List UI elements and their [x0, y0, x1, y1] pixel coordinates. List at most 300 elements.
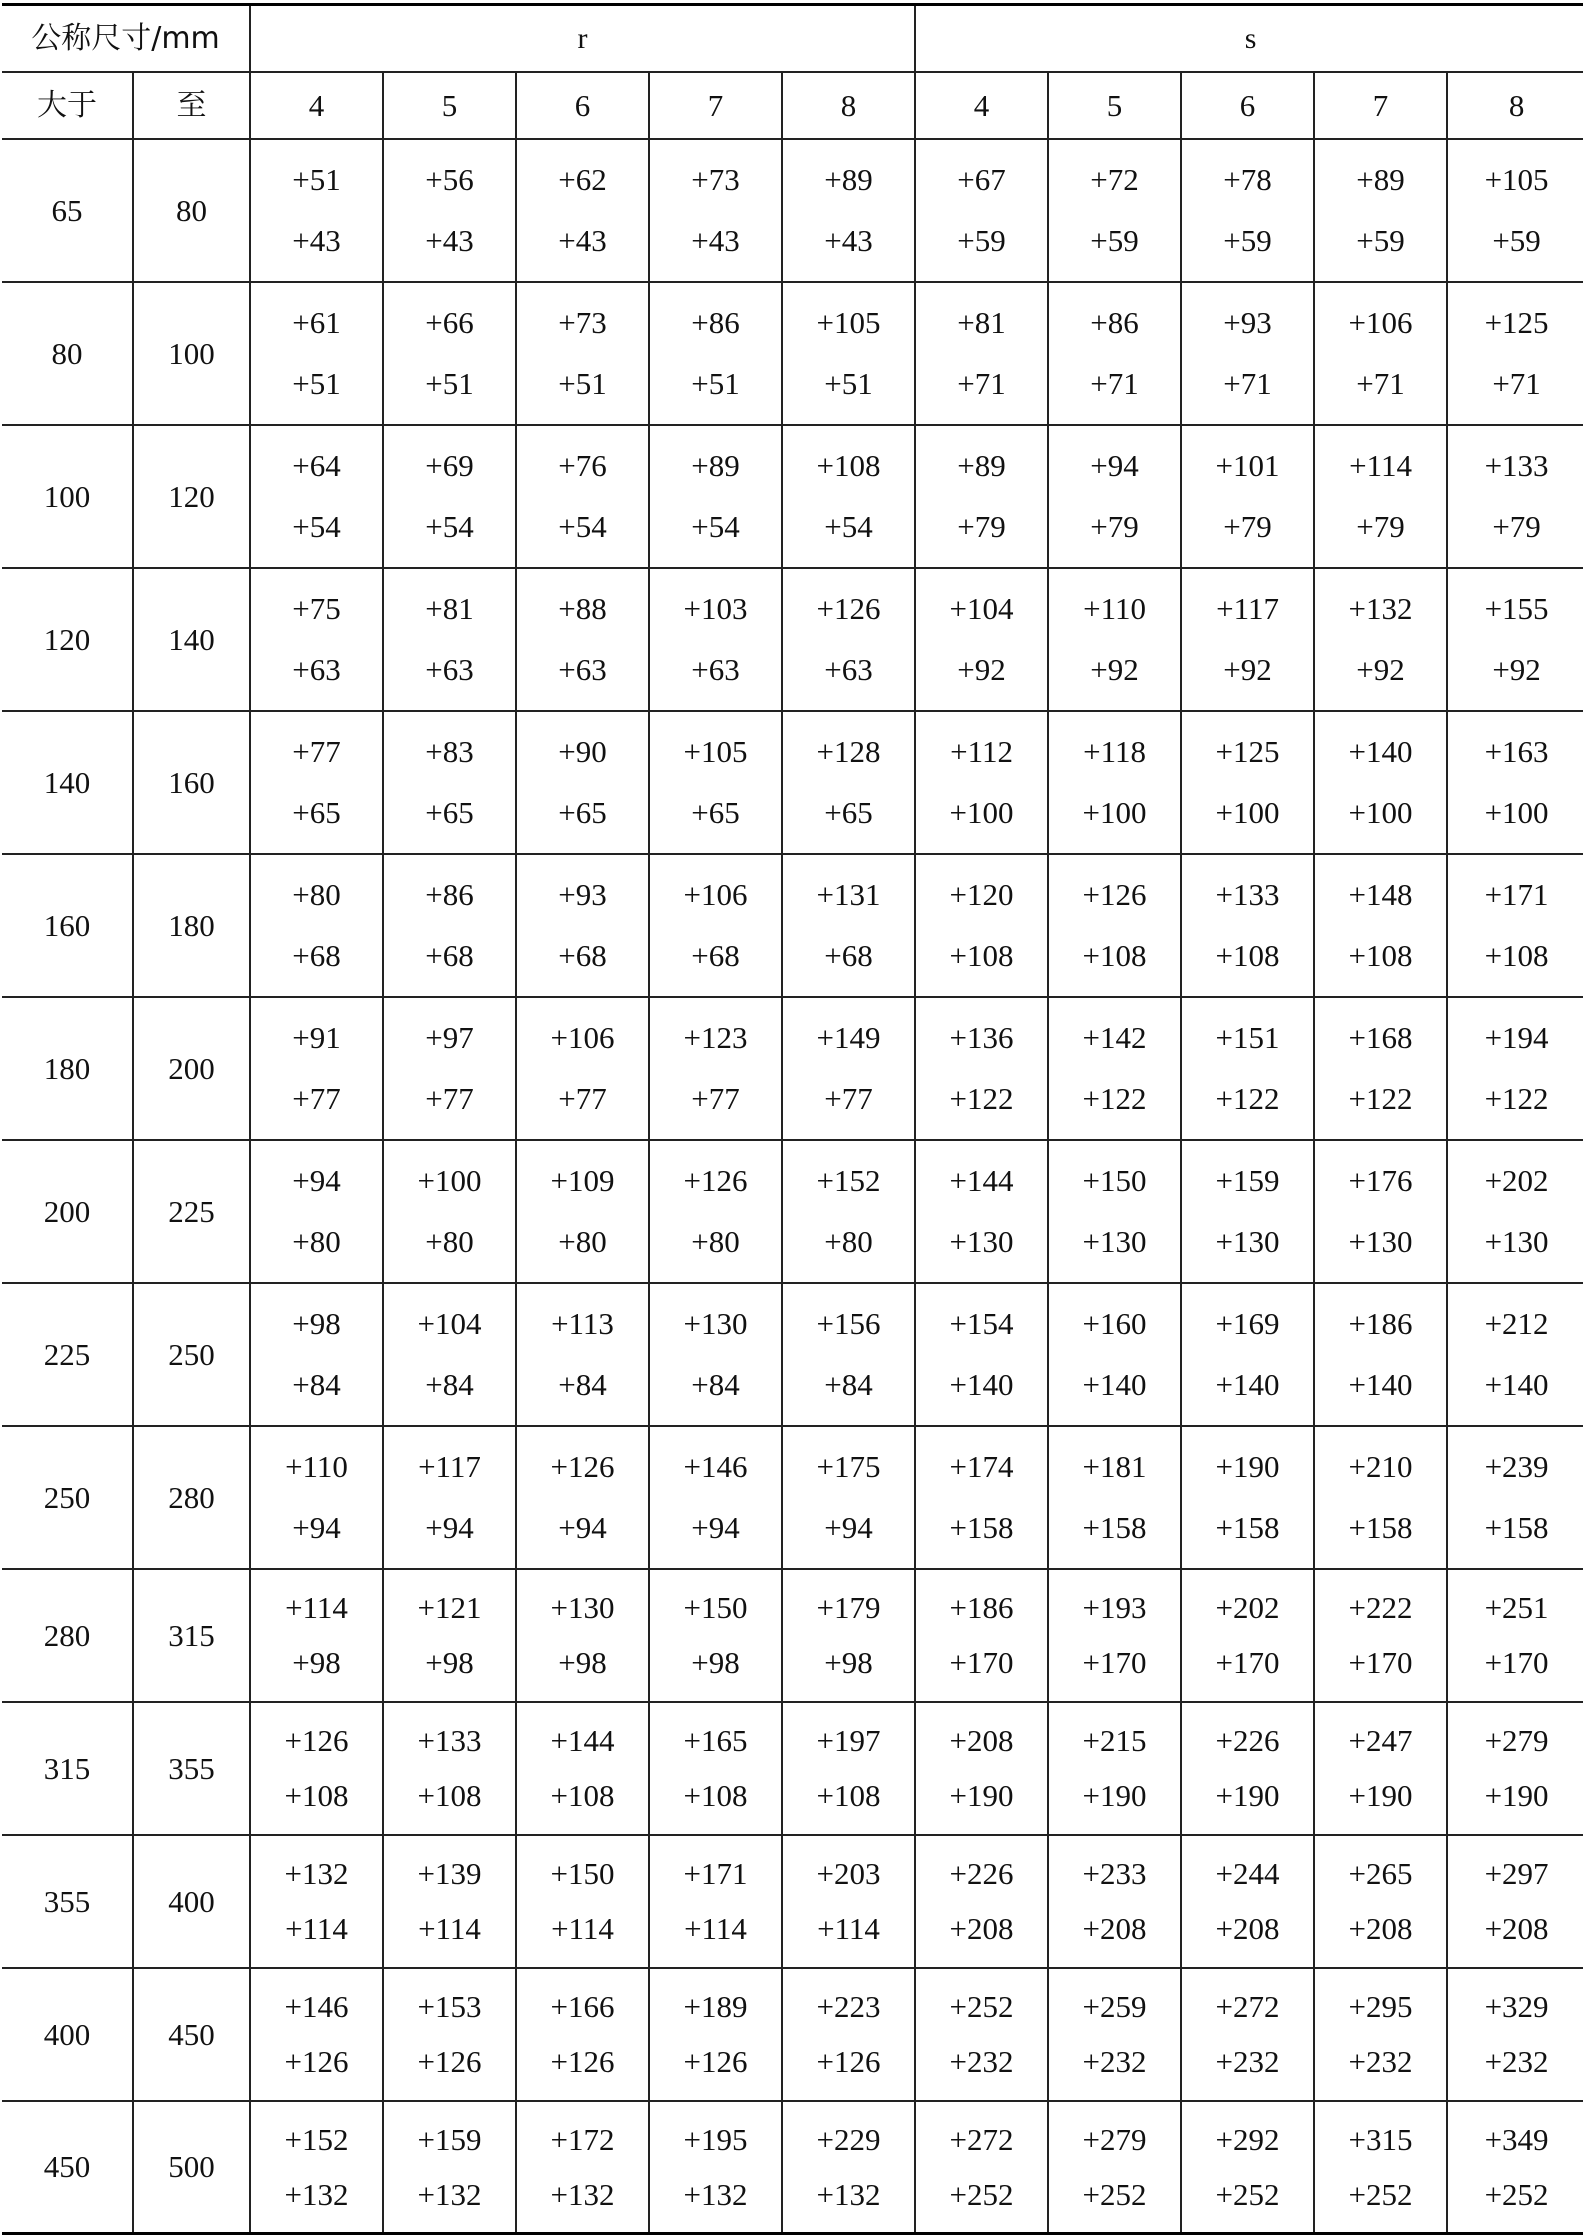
upper-deviation: +121	[417, 1589, 482, 1625]
upper-deviation: +75	[292, 591, 341, 627]
lower-deviation: +126	[683, 2044, 748, 2080]
deviation-stack	[1315, 1437, 1446, 1558]
size-from-cell: 315	[2, 1702, 133, 1835]
deviation-cell	[1447, 1426, 1583, 1569]
size-header-label: 公称尺寸/mm	[31, 21, 220, 57]
deviation-stack	[517, 150, 648, 271]
lower-deviation: +77	[691, 1080, 740, 1116]
lower-deviation: +98	[558, 1645, 607, 1681]
deviation-stack	[1315, 1008, 1446, 1129]
deviation-cell	[1314, 711, 1447, 854]
deviation-cell	[383, 1140, 516, 1283]
upper-deviation: +73	[691, 162, 740, 198]
upper-deviation: +110	[285, 1449, 348, 1485]
deviation-cell	[1447, 1702, 1583, 1835]
size-to-cell: 250	[133, 1283, 250, 1426]
deviation-stack	[384, 1979, 515, 2090]
from-header-label: 大于	[37, 88, 97, 123]
deviation-cell	[1447, 1140, 1583, 1283]
deviation-stack	[1049, 150, 1180, 271]
deviation-stack	[1315, 579, 1446, 700]
deviation-cell	[915, 1702, 1048, 1835]
lower-deviation: +80	[425, 1223, 474, 1259]
deviation-stack	[1448, 436, 1583, 557]
lower-deviation: +232	[1082, 2044, 1147, 2080]
lower-deviation: +59	[957, 222, 1006, 258]
lower-deviation: +65	[425, 794, 474, 830]
lower-deviation: +208	[949, 1911, 1014, 1947]
lower-deviation: +190	[1348, 1778, 1413, 1814]
grade-header: 5	[383, 72, 516, 139]
upper-deviation: +223	[816, 1988, 881, 2024]
deviation-cell	[782, 1283, 915, 1426]
upper-deviation: +229	[816, 2121, 881, 2157]
deviation-cell	[782, 854, 915, 997]
lower-deviation: +158	[1215, 1509, 1280, 1545]
lower-deviation: +63	[292, 651, 341, 687]
deviation-cell	[250, 997, 383, 1140]
lower-deviation: +92	[1356, 651, 1405, 687]
lower-deviation: +100	[1082, 794, 1147, 830]
deviation-stack	[384, 2112, 515, 2223]
lower-deviation: +190	[949, 1778, 1014, 1814]
upper-deviation: +272	[949, 2121, 1014, 2157]
lower-deviation: +252	[1082, 2176, 1147, 2212]
lower-deviation: +68	[824, 937, 873, 973]
deviation-stack	[1182, 2112, 1313, 2223]
deviation-cell	[915, 425, 1048, 568]
lower-deviation: +84	[292, 1366, 341, 1402]
upper-deviation: +133	[417, 1722, 482, 1758]
deviation-cell	[649, 1702, 782, 1835]
deviation-cell	[1447, 568, 1583, 711]
upper-deviation: +140	[1348, 734, 1413, 770]
upper-deviation: +117	[1216, 591, 1279, 627]
size-to-cell: 100	[133, 282, 250, 425]
lower-deviation: +170	[949, 1645, 1014, 1681]
lower-deviation: +126	[284, 2044, 349, 2080]
deviation-cell	[383, 2101, 516, 2234]
deviation-stack	[1315, 722, 1446, 843]
upper-deviation: +113	[551, 1306, 614, 1342]
upper-deviation: +222	[1348, 1589, 1413, 1625]
deviation-cell	[250, 854, 383, 997]
size-to-cell: 120	[133, 425, 250, 568]
lower-deviation: +132	[550, 2176, 615, 2212]
deviation-stack	[517, 1151, 648, 1272]
size-to-cell: 180	[133, 854, 250, 997]
deviation-cell	[1048, 854, 1181, 997]
deviation-stack	[517, 1294, 648, 1415]
lower-deviation: +98	[292, 1645, 341, 1681]
upper-deviation: +329	[1484, 1988, 1549, 2024]
upper-deviation: +94	[1090, 448, 1139, 484]
size-from-cell: 100	[2, 425, 133, 568]
deviation-stack	[1049, 579, 1180, 700]
lower-deviation: +252	[1215, 2176, 1280, 2212]
lower-deviation: +77	[292, 1080, 341, 1116]
deviation-stack	[1049, 1151, 1180, 1272]
lower-deviation: +43	[824, 222, 873, 258]
deviation-stack	[517, 2112, 648, 2223]
lower-deviation: +59	[1492, 222, 1541, 258]
deviation-cell	[1048, 1835, 1181, 1968]
upper-deviation: +265	[1348, 1855, 1413, 1891]
lower-deviation: +114	[817, 1911, 880, 1947]
deviation-stack	[783, 293, 914, 414]
lower-deviation: +130	[949, 1223, 1014, 1259]
size-to-cell: 200	[133, 997, 250, 1140]
upper-deviation: +279	[1082, 2121, 1147, 2157]
deviation-cell	[1314, 1569, 1447, 1702]
lower-deviation: +108	[949, 937, 1014, 973]
lower-deviation: +190	[1082, 1778, 1147, 1814]
deviation-stack	[384, 1713, 515, 1824]
header-row-groups	[2, 5, 1583, 72]
upper-deviation: +146	[284, 1988, 349, 2024]
lower-deviation: +108	[1484, 937, 1549, 973]
lower-deviation: +51	[824, 365, 873, 401]
upper-deviation: +98	[292, 1306, 341, 1342]
deviation-stack	[1315, 1580, 1446, 1691]
lower-deviation: +98	[691, 1645, 740, 1681]
upper-deviation: +139	[417, 1855, 482, 1891]
deviation-stack	[517, 1437, 648, 1558]
upper-deviation: +131	[816, 877, 881, 913]
deviation-stack	[1315, 1846, 1446, 1957]
deviation-cell	[782, 139, 915, 282]
deviation-cell	[915, 1283, 1048, 1426]
deviation-cell	[915, 711, 1048, 854]
table-row	[2, 997, 1583, 1140]
lower-deviation: +92	[957, 651, 1006, 687]
deviation-cell	[383, 1702, 516, 1835]
size-from-cell: 200	[2, 1140, 133, 1283]
deviation-stack	[517, 1846, 648, 1957]
upper-deviation: +81	[957, 305, 1006, 341]
deviation-stack	[1448, 579, 1583, 700]
table-row	[2, 282, 1583, 425]
lower-deviation: +232	[1484, 2044, 1549, 2080]
deviation-stack	[1049, 1580, 1180, 1691]
deviation-stack	[1049, 1294, 1180, 1415]
lower-deviation: +158	[1082, 1509, 1147, 1545]
deviation-cell	[1447, 1835, 1583, 1968]
upper-deviation: +171	[683, 1855, 748, 1891]
lower-deviation: +170	[1484, 1645, 1549, 1681]
lower-deviation: +158	[949, 1509, 1014, 1545]
upper-deviation: +197	[816, 1722, 881, 1758]
deviation-stack	[517, 1008, 648, 1129]
deviation-stack	[783, 1713, 914, 1824]
upper-deviation: +64	[292, 448, 341, 484]
deviation-cell	[250, 2101, 383, 2234]
upper-deviation: +125	[1484, 305, 1549, 341]
size-to-cell: 160	[133, 711, 250, 854]
deviation-cell	[516, 1835, 649, 1968]
upper-deviation: +295	[1348, 1988, 1413, 2024]
lower-deviation: +170	[1082, 1645, 1147, 1681]
deviation-cell	[1314, 1426, 1447, 1569]
deviation-stack	[1448, 722, 1583, 843]
from-header	[2, 72, 133, 139]
deviation-cell	[1314, 425, 1447, 568]
deviation-cell	[516, 1140, 649, 1283]
deviation-cell	[649, 997, 782, 1140]
deviation-stack	[783, 865, 914, 986]
lower-deviation: +77	[425, 1080, 474, 1116]
deviation-cell	[250, 1140, 383, 1283]
lower-deviation: +63	[425, 651, 474, 687]
deviation-cell	[1314, 1702, 1447, 1835]
deviation-cell	[516, 854, 649, 997]
deviation-cell	[649, 1968, 782, 2101]
deviation-cell	[516, 1283, 649, 1426]
lower-deviation: +43	[558, 222, 607, 258]
deviation-cell	[1048, 1283, 1181, 1426]
upper-deviation: +251	[1484, 1589, 1549, 1625]
deviation-cell	[1447, 139, 1583, 282]
upper-deviation: +97	[425, 1020, 474, 1056]
lower-deviation: +54	[558, 508, 607, 544]
deviation-stack	[1315, 150, 1446, 271]
deviation-cell	[1314, 1283, 1447, 1426]
deviation-cell	[782, 1140, 915, 1283]
upper-deviation: +112	[950, 734, 1013, 770]
deviation-stack	[916, 1846, 1047, 1957]
upper-deviation: +155	[1484, 591, 1549, 627]
deviation-stack	[783, 436, 914, 557]
lower-deviation: +108	[1348, 937, 1413, 973]
deviation-stack	[1182, 722, 1313, 843]
deviation-stack	[916, 722, 1047, 843]
lower-deviation: +51	[558, 365, 607, 401]
deviation-stack	[1049, 2112, 1180, 2223]
deviation-cell	[1447, 711, 1583, 854]
upper-deviation: +272	[1215, 1988, 1280, 2024]
deviation-stack	[916, 436, 1047, 557]
upper-deviation: +144	[550, 1722, 615, 1758]
lower-deviation: +94	[824, 1509, 873, 1545]
upper-deviation: +212	[1484, 1306, 1549, 1342]
deviation-cell	[782, 282, 915, 425]
upper-deviation: +125	[1215, 734, 1280, 770]
upper-deviation: +77	[292, 734, 341, 770]
lower-deviation: +100	[1215, 794, 1280, 830]
deviation-cell	[1314, 1835, 1447, 1968]
upper-deviation: +76	[558, 448, 607, 484]
deviation-cell	[782, 2101, 915, 2234]
table-row	[2, 854, 1583, 997]
deviation-cell	[1048, 711, 1181, 854]
deviation-cell	[649, 1426, 782, 1569]
size-to-cell: 450	[133, 1968, 250, 2101]
deviation-stack	[384, 1437, 515, 1558]
lower-deviation: +51	[691, 365, 740, 401]
upper-deviation: +226	[949, 1855, 1014, 1891]
upper-deviation: +109	[550, 1163, 615, 1199]
table-body	[2, 5, 1583, 2234]
grade-header: 8	[782, 72, 915, 139]
deviation-cell	[250, 425, 383, 568]
deviation-cell	[649, 282, 782, 425]
upper-deviation: +86	[425, 877, 474, 913]
upper-deviation: +226	[1215, 1722, 1280, 1758]
deviation-cell	[1181, 568, 1314, 711]
table-row	[2, 1835, 1583, 1968]
deviation-cell	[1181, 1702, 1314, 1835]
lower-deviation: +132	[417, 2176, 482, 2212]
group-label-s: s	[1244, 22, 1257, 56]
deviation-stack	[916, 150, 1047, 271]
size-from-cell: 450	[2, 2101, 133, 2234]
upper-deviation: +126	[1082, 877, 1147, 913]
deviation-stack	[650, 1294, 781, 1415]
deviation-stack	[1315, 2112, 1446, 2223]
deviation-stack	[783, 1294, 914, 1415]
lower-deviation: +54	[691, 508, 740, 544]
deviation-stack	[251, 1846, 382, 1957]
deviation-cell	[915, 1569, 1048, 1702]
deviation-cell	[915, 1140, 1048, 1283]
size-to-cell: 80	[133, 139, 250, 282]
deviation-stack	[1448, 1008, 1583, 1129]
upper-deviation: +159	[1215, 1163, 1280, 1199]
upper-deviation: +215	[1082, 1722, 1147, 1758]
deviation-stack	[1315, 1979, 1446, 2090]
upper-deviation: +105	[1484, 162, 1549, 198]
deviation-stack	[517, 1979, 648, 2090]
lower-deviation: +43	[425, 222, 474, 258]
upper-deviation: +149	[816, 1020, 881, 1056]
deviation-stack	[1448, 2112, 1583, 2223]
deviation-stack	[251, 579, 382, 700]
lower-deviation: +122	[1348, 1080, 1413, 1116]
deviation-stack	[1315, 293, 1446, 414]
upper-deviation: +279	[1484, 1722, 1549, 1758]
lower-deviation: +59	[1356, 222, 1405, 258]
deviation-stack	[650, 436, 781, 557]
upper-deviation: +100	[417, 1163, 482, 1199]
upper-deviation: +106	[1348, 305, 1413, 341]
deviation-cell	[250, 282, 383, 425]
size-from-cell: 180	[2, 997, 133, 1140]
size-header	[2, 5, 250, 72]
deviation-cell	[915, 282, 1048, 425]
lower-deviation: +94	[292, 1509, 341, 1545]
deviation-stack	[783, 1437, 914, 1558]
deviation-stack	[916, 865, 1047, 986]
upper-deviation: +120	[949, 877, 1014, 913]
deviation-stack	[1182, 1437, 1313, 1558]
lower-deviation: +84	[425, 1366, 474, 1402]
upper-deviation: +150	[683, 1589, 748, 1625]
lower-deviation: +77	[558, 1080, 607, 1116]
deviation-stack	[783, 579, 914, 700]
lower-deviation: +114	[418, 1911, 481, 1947]
upper-deviation: +202	[1484, 1163, 1549, 1199]
lower-deviation: +68	[558, 937, 607, 973]
deviation-cell	[250, 1968, 383, 2101]
upper-deviation: +156	[816, 1306, 881, 1342]
lower-deviation: +126	[550, 2044, 615, 2080]
deviation-cell	[383, 854, 516, 997]
table-row	[2, 1283, 1583, 1426]
deviation-stack	[1049, 1979, 1180, 2090]
deviation-stack	[650, 1713, 781, 1824]
lower-deviation: +65	[558, 794, 607, 830]
upper-deviation: +292	[1215, 2121, 1280, 2157]
lower-deviation: +92	[1090, 651, 1139, 687]
deviation-stack	[916, 1151, 1047, 1272]
upper-deviation: +132	[1348, 591, 1413, 627]
size-from-cell: 400	[2, 1968, 133, 2101]
deviation-stack	[384, 579, 515, 700]
deviation-stack	[517, 1580, 648, 1691]
deviation-cell	[1181, 139, 1314, 282]
grade-header: 5	[1048, 72, 1181, 139]
lower-deviation: +108	[550, 1778, 615, 1814]
deviation-cell	[782, 1968, 915, 2101]
size-from-cell: 280	[2, 1569, 133, 1702]
deviation-cell	[516, 139, 649, 282]
deviation-stack	[1315, 436, 1446, 557]
deviation-cell	[250, 1426, 383, 1569]
deviation-stack	[1182, 150, 1313, 271]
upper-deviation: +174	[949, 1449, 1014, 1485]
deviation-stack	[384, 865, 515, 986]
upper-deviation: +244	[1215, 1855, 1280, 1891]
deviation-cell	[516, 2101, 649, 2234]
lower-deviation: +68	[425, 937, 474, 973]
deviation-stack	[1049, 293, 1180, 414]
deviation-cell	[1447, 2101, 1583, 2234]
lower-deviation: +170	[1215, 1645, 1280, 1681]
deviation-cell	[1181, 425, 1314, 568]
deviation-cell	[1314, 568, 1447, 711]
lower-deviation: +108	[816, 1778, 881, 1814]
deviation-cell	[649, 568, 782, 711]
upper-deviation: +130	[550, 1589, 615, 1625]
upper-deviation: +195	[683, 2121, 748, 2157]
grade-header: 6	[516, 72, 649, 139]
grade-header: 4	[250, 72, 383, 139]
deviation-cell	[516, 1569, 649, 1702]
deviation-cell	[1314, 1140, 1447, 1283]
deviation-stack	[251, 2112, 382, 2223]
lower-deviation: +100	[1484, 794, 1549, 830]
deviation-cell	[1447, 1283, 1583, 1426]
upper-deviation: +208	[949, 1722, 1014, 1758]
deviation-stack	[650, 722, 781, 843]
upper-deviation: +117	[418, 1449, 481, 1485]
upper-deviation: +126	[816, 591, 881, 627]
lower-deviation: +80	[292, 1223, 341, 1259]
upper-deviation: +150	[1082, 1163, 1147, 1199]
lower-deviation: +68	[292, 937, 341, 973]
deviation-cell	[383, 568, 516, 711]
upper-deviation: +126	[550, 1449, 615, 1485]
deviation-stack	[251, 1580, 382, 1691]
table-row	[2, 1968, 1583, 2101]
deviation-cell	[649, 425, 782, 568]
deviation-cell	[1181, 997, 1314, 1140]
deviation-cell	[1447, 1968, 1583, 2101]
size-to-cell: 500	[133, 2101, 250, 2234]
deviation-stack	[650, 1979, 781, 2090]
deviation-stack	[384, 1294, 515, 1415]
deviation-stack	[384, 293, 515, 414]
